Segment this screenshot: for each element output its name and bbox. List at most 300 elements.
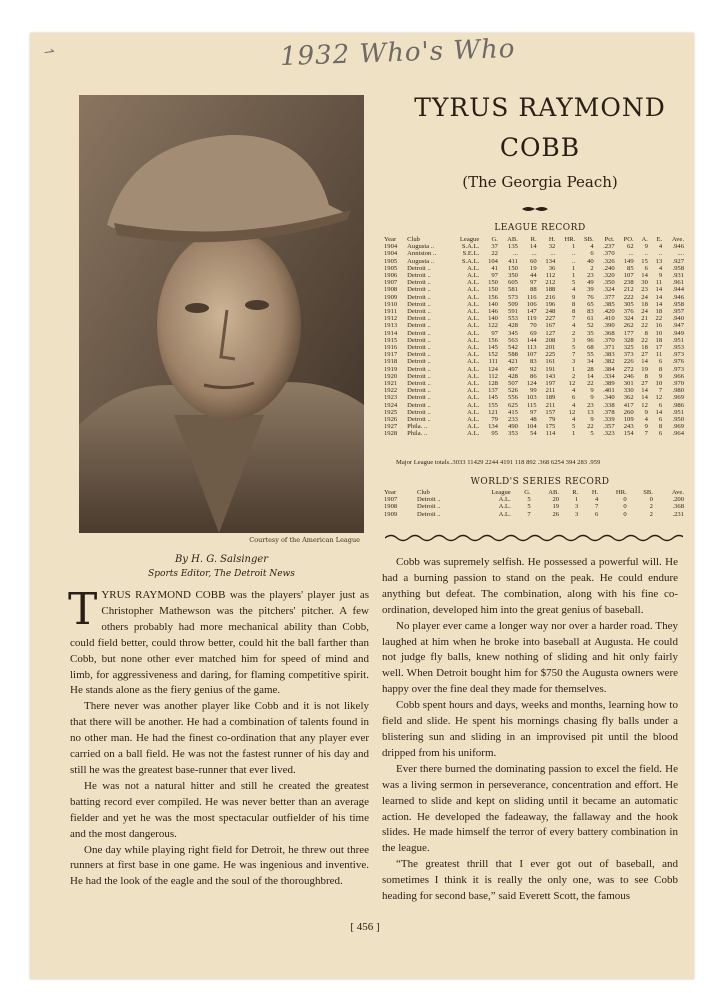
table-row (382, 272, 686, 279)
table-cell: 18 (655, 336, 663, 344)
table-cell: .326 (603, 257, 615, 265)
table-cell: A.L. (467, 293, 480, 301)
table-cell: .958 (672, 300, 684, 308)
table-cell: .339 (603, 416, 615, 424)
table-cell: 86 (530, 372, 537, 380)
table-cell: .240 (603, 264, 615, 272)
table-cell: 353 (508, 430, 518, 438)
table-cell: 421 (508, 358, 518, 366)
table-cell: 97 (530, 279, 537, 287)
table-cell: Detroit .. (407, 387, 431, 395)
page-number: [ 456 ] (350, 921, 380, 933)
table-cell: 7 (527, 510, 531, 518)
table-cell: 167 (545, 322, 556, 330)
table-row (382, 279, 686, 286)
league-column-header: PO. (623, 236, 634, 243)
table-cell: 9 (590, 387, 594, 395)
table-cell: 1 (571, 264, 576, 272)
table-cell: .389 (603, 380, 615, 388)
table-cell: 60 (530, 257, 537, 265)
table-cell: Detroit .. (407, 315, 431, 323)
table-cell: 27 (641, 351, 648, 359)
table-cell: Augusta .. (407, 243, 435, 251)
table-cell: A.L. (467, 264, 480, 272)
table-row (382, 409, 686, 416)
table-cell: 6 (595, 510, 599, 518)
table-cell: 14 (641, 272, 648, 280)
table-cell: 32 (548, 243, 556, 251)
table-cell: 325 (623, 344, 634, 352)
table-cell: 212 (623, 286, 634, 294)
table-cell: 1910 (384, 300, 398, 308)
table-cell: Detroit .. (407, 401, 431, 409)
table-cell: Detroit .. (407, 308, 431, 316)
table-cell: 49 (587, 279, 594, 287)
table-cell: 144 (526, 336, 537, 344)
table-cell: 35 (587, 329, 594, 337)
table-cell: 12 (568, 380, 576, 388)
table-cell: 83 (587, 308, 594, 316)
table-cell: 1908 (384, 503, 398, 511)
table-cell: 20 (552, 496, 560, 504)
table-cell: 150 (488, 279, 498, 287)
table-cell: 1904 (384, 243, 398, 251)
table-cell: Detroit .. (407, 286, 431, 294)
table-cell: 23 (587, 272, 594, 280)
table-cell: 5 (590, 430, 594, 438)
pen-mark: ⇀ (43, 44, 56, 61)
table-cell: 95 (491, 430, 498, 438)
table-row (382, 387, 686, 394)
table-cell: 22 (641, 322, 648, 330)
table-cell: 9 (590, 394, 594, 402)
table-cell: .961 (672, 279, 684, 287)
table-row (382, 394, 686, 401)
table-cell: 1927 (384, 423, 398, 431)
table-cell: Detroit .. (407, 358, 431, 366)
table-cell: .420 (603, 308, 615, 316)
article-paragraph: There never was another player like Cobb and it is not likely that there will be another. He had a combination of talents found in no other man. He had the finest co-ordination that any player ever carried on a ball field. He was not the fastest runner of his day and still he was the greatest base-runner that ever lived. (70, 700, 369, 776)
table-cell: 248 (545, 308, 556, 316)
article-paragraph: One day while playing right field for Detroit, he threw out three runners at first base in one game. He was ingenious and inventive. He had the look of the eagle and the soul of the thoroughbred. (70, 843, 369, 888)
table-row (382, 265, 686, 272)
table-cell: .951 (672, 408, 684, 416)
table-cell: 23 (587, 401, 594, 409)
table-cell: ... (628, 250, 634, 258)
table-cell: ... (531, 250, 537, 258)
table-cell: A.L. (467, 336, 480, 344)
table-row (382, 308, 686, 315)
table-cell: 227 (545, 315, 556, 323)
table-cell: 14 (655, 408, 663, 416)
table-cell: 96 (587, 336, 594, 344)
table-cell: .377 (603, 293, 615, 301)
table-cell: 2 (571, 372, 576, 380)
table-cell: 85 (627, 264, 634, 272)
table-cell: .. (571, 250, 576, 258)
table-cell: .334 (603, 372, 615, 380)
table-cell: 1922 (384, 387, 398, 395)
league-column-header: SB. (584, 236, 594, 243)
table-row (382, 250, 686, 257)
table-cell: 1921 (384, 380, 398, 388)
table-cell: 188 (545, 286, 556, 294)
table-row (382, 366, 686, 373)
table-cell: 7 (571, 351, 576, 359)
table-cell: 4 (571, 322, 576, 330)
table-cell: 19 (530, 264, 537, 272)
table-cell: 70 (530, 322, 537, 330)
table-cell: 14 (587, 372, 594, 380)
table-cell: 1925 (384, 408, 398, 416)
table-cell: 526 (508, 387, 518, 395)
table-cell: 1914 (384, 329, 398, 337)
table-cell: .231 (672, 510, 684, 518)
world-series-column-header: H. (591, 489, 599, 496)
table-cell: 26 (552, 510, 560, 518)
table-cell: 124 (488, 365, 498, 373)
table-cell: Phila. .. (407, 430, 428, 438)
table-cell: 19 (552, 503, 560, 511)
table-cell: 591 (508, 308, 518, 316)
table-cell: Detroit .. (407, 344, 431, 352)
table-cell: 149 (623, 257, 634, 265)
table-cell: 0 (623, 503, 627, 511)
table-cell: 36 (548, 264, 556, 272)
table-cell: .401 (603, 387, 615, 395)
table-cell: 112 (488, 372, 498, 380)
table-row (382, 337, 686, 344)
handwritten-note: 1932 Who's Who (279, 33, 516, 73)
table-cell: 542 (508, 344, 518, 352)
table-cell: .384 (603, 365, 615, 373)
article-paragraph: Ever there burned the dominating passion to excel the field. He was a living sermon in perseverance, concentration and effort. He learned to slide and kept on sliding until it became an automatic action. He developed the fadeaway, the fallaway and the hook slides. He made himself the terror of every battery combination in the league. (382, 762, 678, 855)
table-cell: 563 (508, 336, 518, 344)
table-cell: 5 (527, 503, 531, 511)
table-cell: 92 (530, 365, 537, 373)
table-cell: A.L. (498, 496, 511, 504)
table-cell: Detroit .. (407, 380, 431, 388)
table-cell: 127 (545, 329, 556, 337)
table-cell: A.L. (467, 351, 480, 359)
table-cell: ... (512, 250, 518, 258)
table-cell: 135 (508, 243, 518, 251)
table-cell: 4 (571, 387, 576, 395)
table-cell: 1923 (384, 394, 398, 402)
table-cell: 12 (655, 394, 663, 402)
table-cell: 88 (530, 286, 537, 294)
table-row (382, 286, 686, 293)
table-cell: 1 (571, 243, 576, 251)
table-cell: 17 (655, 344, 663, 352)
table-cell: 8 (658, 365, 663, 373)
table-cell: 428 (508, 372, 518, 380)
table-cell: A.L. (467, 387, 480, 395)
world-series-column-header: SB. (643, 489, 653, 496)
table-cell: .950 (672, 416, 684, 424)
table-cell: 12 (641, 401, 648, 409)
table-cell: 115 (526, 401, 537, 409)
table-cell: 605 (508, 279, 518, 287)
table-cell: 14 (655, 293, 663, 301)
table-cell: 1 (571, 365, 576, 373)
table-cell: 124 (526, 380, 537, 388)
table-cell: .390 (603, 322, 615, 330)
table-cell: .. (571, 257, 576, 265)
table-cell: 0 (623, 510, 627, 518)
table-cell: 12 (568, 408, 576, 416)
table-cell: .946 (672, 293, 684, 301)
table-cell: .410 (603, 315, 615, 323)
table-cell: 5 (571, 279, 576, 287)
table-cell: 373 (623, 351, 634, 359)
table-cell: 22 (587, 423, 594, 431)
table-cell: 0 (623, 496, 627, 504)
table-cell: 55 (587, 351, 594, 359)
world-series-column-header: R. (572, 489, 579, 496)
table-cell: S.A.L. (461, 243, 480, 251)
table-cell: 191 (545, 365, 556, 373)
table-row (382, 503, 686, 510)
league-column-header: Pct. (604, 236, 615, 243)
table-cell: Detroit .. (416, 503, 441, 511)
table-cell: 5 (527, 496, 531, 504)
table-cell: .958 (672, 264, 684, 272)
table-cell: 18 (641, 300, 648, 308)
table-cell: A.L. (467, 408, 480, 416)
table-cell: 556 (508, 394, 518, 402)
table-cell: 112 (545, 272, 556, 280)
table-cell: 39 (587, 286, 594, 294)
article-paragraph: Cobb was supremely selfish. He possessed a powerful will. He had a burning passion to stand on the peak. He could endure anything but defeat. The combination, along with his fine co-ordination, developed him into the great genius of baseball. (382, 556, 678, 616)
table-cell: .370 (603, 250, 615, 258)
table-cell: .. (658, 250, 663, 258)
table-cell: 19 (641, 365, 648, 373)
table-cell: 3 (575, 503, 579, 511)
league-column-header: E. (656, 236, 663, 243)
table-cell: 1906 (384, 272, 398, 280)
table-row (382, 402, 686, 409)
drop-cap: T (68, 584, 98, 635)
article-paragraph: Cobb spent hours and days, weeks and months, learning how to field and slide. He spent his mornings chasing fly balls under a blistering sun and sliding in an improvised pit until the blood dripped from his uniform. (382, 699, 678, 759)
table-cell: 22 (587, 380, 594, 388)
table-cell: 79 (491, 416, 498, 424)
table-cell: 2 (590, 264, 594, 272)
table-cell: Anniston .. (407, 250, 437, 258)
table-cell: 2 (649, 510, 653, 518)
table-cell: ... (550, 250, 556, 258)
table-cell: 97 (491, 329, 498, 337)
table-cell: 1919 (384, 365, 398, 373)
table-row (382, 258, 686, 265)
table-cell: 14 (641, 358, 648, 366)
table-cell: .371 (603, 344, 615, 352)
table-cell: 1 (575, 496, 579, 504)
table-cell: 76 (587, 293, 594, 301)
table-cell: 1905 (384, 264, 398, 272)
table-cell: 34 (587, 358, 594, 366)
table-cell: .927 (672, 257, 684, 265)
table-cell: 10 (655, 380, 663, 388)
table-cell: 6 (644, 264, 648, 272)
table-cell: 69 (530, 329, 537, 337)
table-cell: Detroit .. (407, 372, 431, 380)
table-cell: 8 (658, 423, 663, 431)
table-cell: 6 (571, 394, 576, 402)
table-cell: 201 (545, 344, 556, 352)
table-cell: 9 (658, 272, 663, 280)
table-cell: 376 (623, 308, 634, 316)
table-cell: 211 (545, 401, 556, 409)
league-column-header: H. (548, 236, 556, 243)
table-cell: 48 (530, 416, 537, 424)
table-cell: 4 (658, 243, 663, 251)
world-series-heading: WORLD'S SERIES RECORD (470, 477, 610, 487)
table-cell: .949 (672, 329, 684, 337)
league-column-header: League (459, 236, 480, 243)
article-column-right (382, 555, 678, 905)
table-cell: 4 (590, 243, 594, 251)
table-cell: 238 (623, 279, 634, 287)
table-cell: 1908 (384, 286, 398, 294)
table-cell: 350 (508, 272, 518, 280)
table-cell: 18 (655, 308, 663, 316)
table-cell: 222 (623, 293, 634, 301)
table-cell: 24 (641, 308, 648, 316)
table-row (382, 373, 686, 380)
table-cell: 4 (644, 416, 648, 424)
table-cell: Detroit .. (407, 300, 431, 308)
table-cell: A.L. (467, 394, 480, 402)
world-series-column-header: HR. (615, 489, 627, 496)
title-second-line: COBB (499, 133, 581, 162)
table-cell: 104 (526, 423, 537, 431)
table-row (382, 344, 686, 351)
nickname-subtitle: (The Georgia Peach) (462, 173, 618, 191)
table-cell: A.L. (467, 279, 480, 287)
table-cell: .338 (603, 401, 615, 409)
table-cell: 109 (623, 416, 634, 424)
table-row (382, 416, 686, 423)
table-cell: 197 (545, 380, 556, 388)
table-cell: 11 (655, 351, 663, 359)
table-cell: 145 (488, 344, 498, 352)
table-cell: 9 (644, 408, 648, 416)
table-cell: 305 (623, 300, 634, 308)
table-cell: 116 (526, 293, 537, 301)
table-row (382, 430, 686, 437)
table-row (382, 423, 686, 430)
table-cell: 7 (571, 315, 576, 323)
table-cell: .. (644, 250, 648, 258)
table-cell: Detroit .. (407, 293, 431, 301)
table-cell: 497 (508, 365, 518, 373)
table-cell: 1913 (384, 322, 398, 330)
table-cell: 1 (571, 272, 576, 280)
table-cell: .964 (672, 430, 684, 438)
table-cell: 15 (641, 257, 648, 265)
table-cell: A.L. (498, 503, 511, 511)
table-cell: 104 (488, 257, 498, 265)
table-cell: 175 (545, 423, 556, 431)
table-cell: 8 (644, 329, 648, 337)
table-cell: 152 (488, 351, 498, 359)
table-cell: 18 (641, 344, 648, 352)
table-cell: A.L. (467, 380, 480, 388)
table-cell: Augusta .. (407, 257, 435, 265)
table-cell: 146 (488, 308, 498, 316)
table-cell: 161 (545, 358, 556, 366)
table-row (382, 322, 686, 329)
table-cell: 5 (571, 423, 576, 431)
table-cell: Detroit .. (407, 408, 431, 416)
table-cell: A.L. (467, 344, 480, 352)
table-cell: 3 (571, 358, 576, 366)
table-cell: 6 (658, 430, 663, 438)
table-cell: 13 (655, 257, 663, 265)
table-cell: 14 (655, 300, 663, 308)
table-cell: 154 (623, 430, 634, 438)
table-cell: 1909 (384, 510, 398, 518)
league-column-header: Year (384, 236, 397, 243)
table-cell: 140 (488, 315, 498, 323)
table-cell: .976 (672, 358, 684, 366)
table-row (382, 351, 686, 358)
table-cell: 1907 (384, 279, 398, 287)
table-cell: 411 (508, 257, 518, 265)
table-cell: A.L. (467, 286, 480, 294)
table-cell: A.L. (467, 300, 480, 308)
table-cell: 1905 (384, 257, 398, 265)
table-cell: 6 (658, 358, 663, 366)
table-cell: A.L. (467, 416, 480, 424)
table-cell: 150 (488, 286, 498, 294)
wave-divider (385, 532, 683, 544)
table-cell: .368 (603, 329, 615, 337)
table-cell: .323 (603, 430, 615, 438)
table-cell: .944 (672, 286, 684, 294)
league-column-header: AB. (507, 236, 518, 243)
table-cell: Detroit .. (407, 264, 431, 272)
table-cell: Detroit .. (416, 510, 441, 518)
table-cell: .973 (672, 365, 684, 373)
table-cell: 362 (623, 394, 634, 402)
table-cell: 14 (530, 243, 537, 251)
table-cell: Detroit .. (407, 272, 431, 280)
table-cell: .953 (672, 344, 684, 352)
table-cell: A.L. (467, 315, 480, 323)
world-series-column-header: League (491, 489, 511, 496)
table-cell: 2 (649, 503, 653, 511)
table-cell: 8 (571, 300, 576, 308)
table-cell: 62 (627, 243, 634, 251)
table-cell: 216 (545, 293, 556, 301)
table-cell: 41 (491, 264, 498, 272)
table-cell: .368 (672, 503, 684, 511)
table-cell: 553 (508, 315, 518, 323)
article-paragraph: He was not a natural hitter and still he created the greatest batting record ever compiled. He was never better than an average fielder and yet he was the most spectacular outfielder of his time and the most dangerous. (70, 779, 369, 840)
table-cell: 7 (644, 430, 648, 438)
table-cell: 40 (587, 257, 594, 265)
table-cell: 1916 (384, 344, 398, 352)
table-cell: A.L. (467, 308, 480, 316)
table-cell: 4 (571, 416, 576, 424)
table-cell: 6 (658, 401, 663, 409)
table-cell: .957 (672, 308, 684, 316)
byline-author: By H. G. Salsinger (174, 554, 269, 565)
table-cell: 83 (530, 358, 537, 366)
table-cell: 1909 (384, 293, 398, 301)
